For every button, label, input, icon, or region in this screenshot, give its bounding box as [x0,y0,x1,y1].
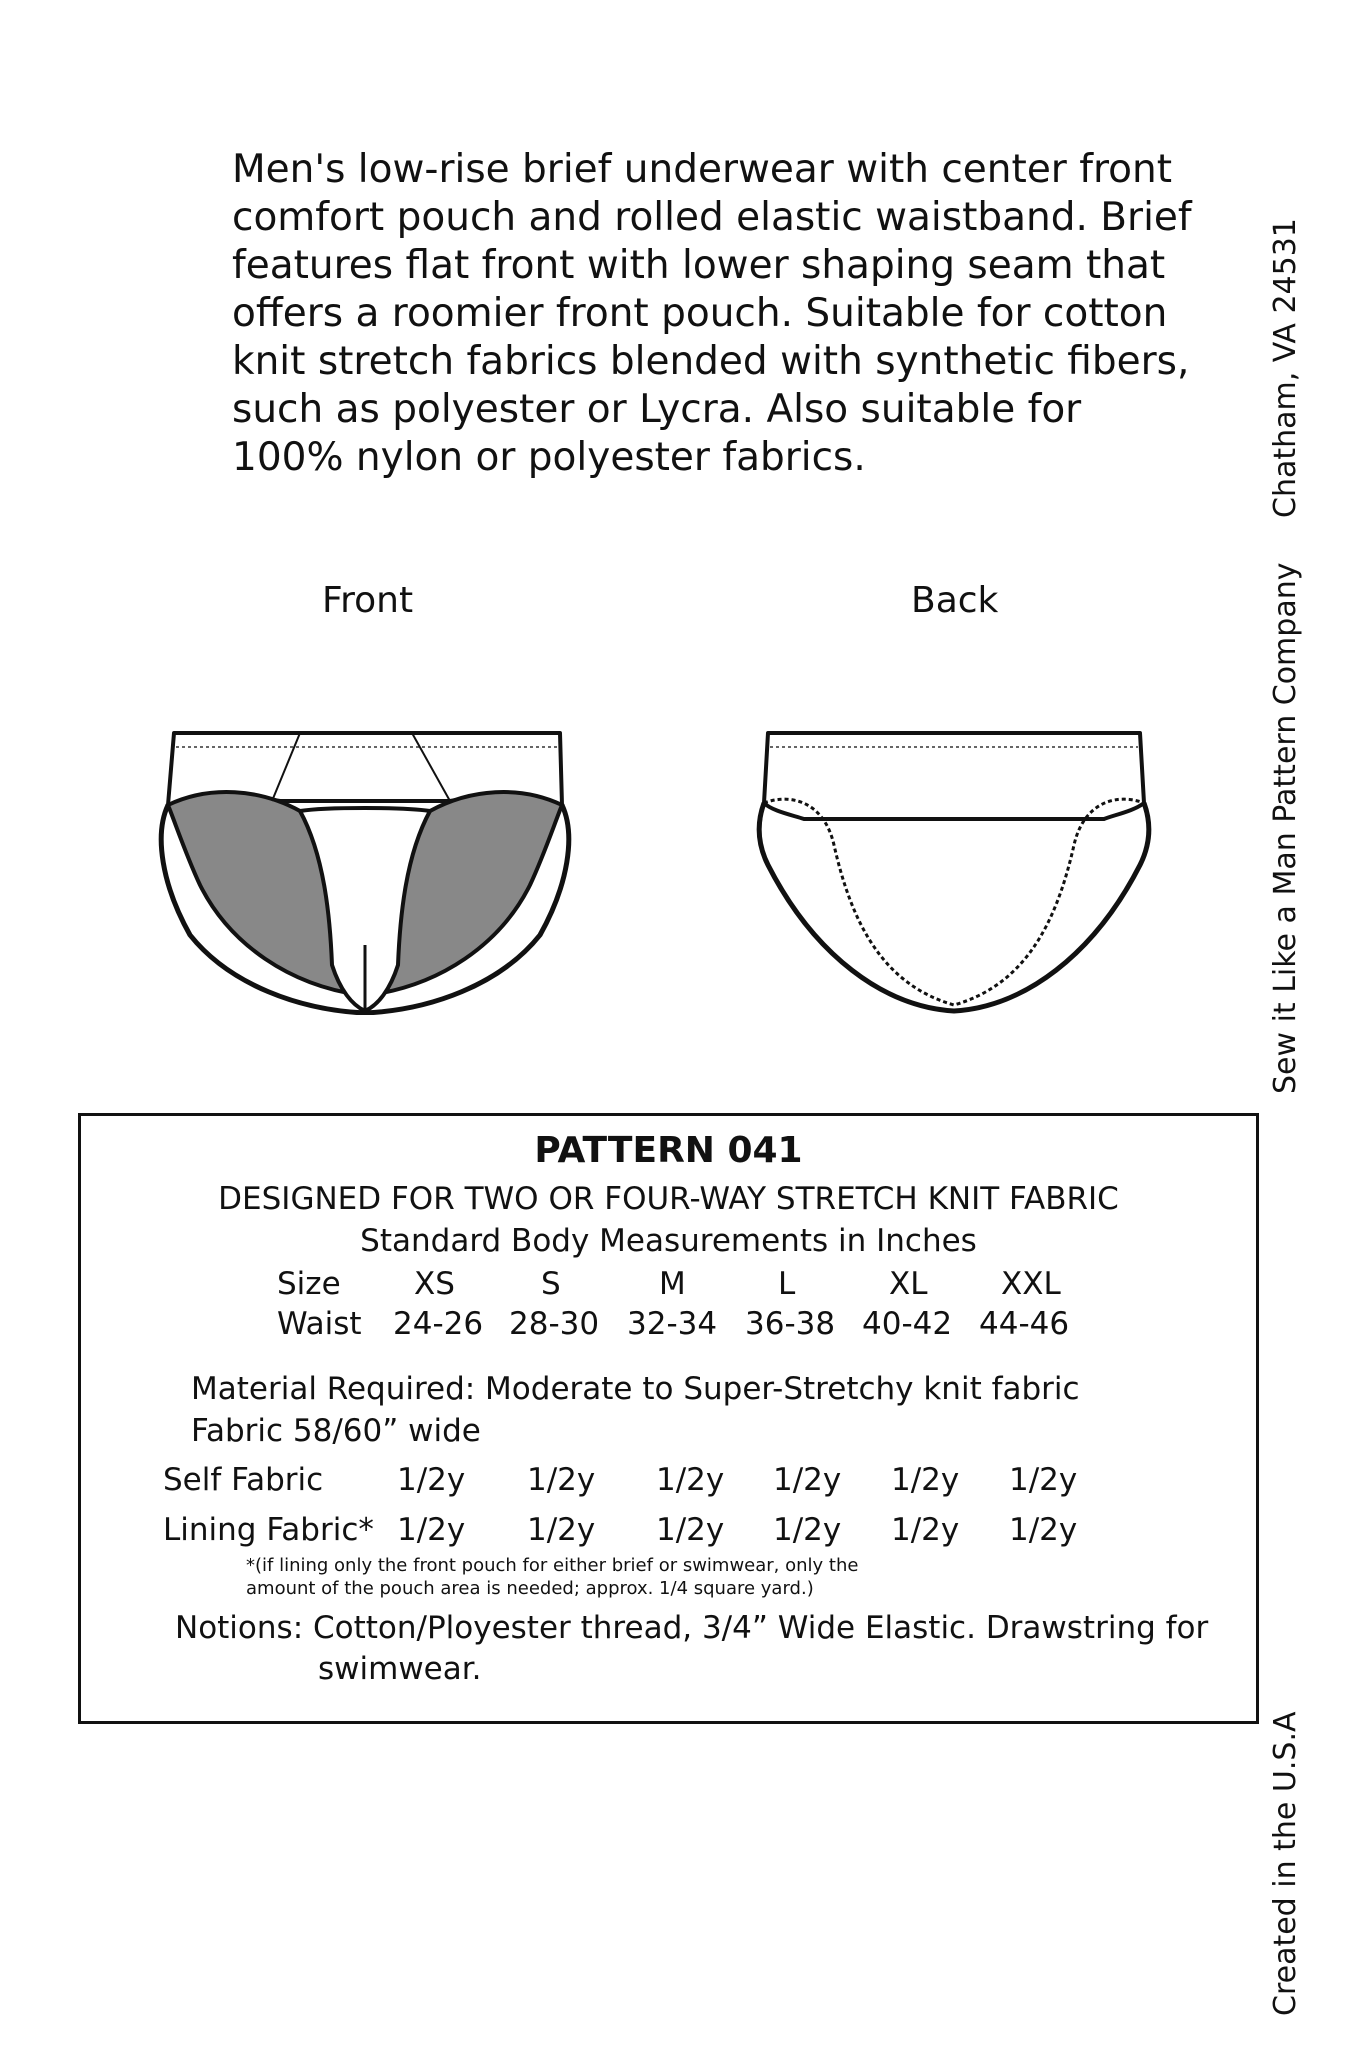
self-fabric-label: Self Fabric [163,1462,324,1498]
waist-value: 24-26 [393,1306,484,1342]
self-fabric-value: 1/2y [656,1462,725,1498]
self-fabric-value: 1/2y [891,1462,960,1498]
fabric-subtitle: DESIGNED FOR TWO OR FOUR-WAY STRETCH KNIT FABRIC [218,1181,1119,1217]
lining-fabric-value: 1/2y [773,1512,842,1548]
self-fabric-value: 1/2y [1009,1462,1078,1498]
pattern-description [232,146,1192,482]
size-value: S [541,1266,561,1302]
footnote-line: amount of the pouch area is needed; approx. 1/4 square yard.) [246,1578,814,1599]
description-line: Men's low-rise brief underwear with center front [232,147,1173,192]
back-view-label: Back [911,580,999,621]
lining-footnote [246,1554,858,1600]
description-line: features flat front with lower shaping seam that [232,243,1166,288]
footnote-line: *(if lining only the front pouch for either brief or swimwear, only the [246,1555,859,1576]
notions-text-continued: swimwear. [318,1651,482,1687]
lining-fabric-value: 1/2y [656,1512,725,1548]
description-line: offers a roomier front pouch. Suitable for cotton [232,291,1168,336]
origin-text: Created in the U.S.A [1268,1711,1303,2016]
lining-fabric-value: 1/2y [891,1512,960,1548]
size-value: XXL [1001,1266,1061,1302]
notions-text: Notions: Cotton/Ployester thread, 3/4” Wide Elastic. Drawstring for [175,1610,1209,1646]
description-line: comfort pouch and rolled elastic waistband. Brief [232,195,1192,240]
measurements-title: Standard Body Measurements in Inches [360,1223,977,1259]
waist-label: Waist [277,1306,362,1342]
waist-value: 44-46 [979,1306,1070,1342]
waist-value: 36-38 [745,1306,836,1342]
fabric-width: Fabric 58/60” wide [191,1413,481,1449]
lining-fabric-value: 1/2y [1009,1512,1078,1548]
description-line: knit stretch fabrics blended with synthetic fibers, [232,339,1190,384]
self-fabric-value: 1/2y [773,1462,842,1498]
size-value: XL [889,1266,928,1302]
lining-fabric-label: Lining Fabric* [163,1512,374,1548]
size-value: M [659,1266,686,1302]
description-line: such as polyester or Lycra. Also suitable for [232,387,1082,432]
front-view-label: Front [322,580,414,621]
location-text: Chatham, VA 24531 [1268,218,1303,518]
pattern-info-box [78,1113,1259,1724]
pattern-title: PATTERN 041 [534,1130,803,1171]
lining-fabric-value: 1/2y [397,1512,466,1548]
size-value: L [778,1266,796,1302]
size-label: Size [277,1266,341,1302]
waist-value: 40-42 [862,1306,953,1342]
self-fabric-value: 1/2y [527,1462,596,1498]
company-name: Sew it Like a Man Pattern Company [1268,562,1303,1094]
description-line: 100% nylon or polyester fabrics. [232,435,866,480]
waist-value: 28-30 [509,1306,600,1342]
waist-value: 32-34 [627,1306,718,1342]
material-required: Material Required: Moderate to Super-Stretchy knit fabric [191,1371,1080,1407]
lining-fabric-value: 1/2y [527,1512,596,1548]
front-brief-drawing [150,715,580,1015]
back-brief-drawing [744,715,1164,1015]
self-fabric-value: 1/2y [397,1462,466,1498]
size-value: XS [414,1266,455,1302]
